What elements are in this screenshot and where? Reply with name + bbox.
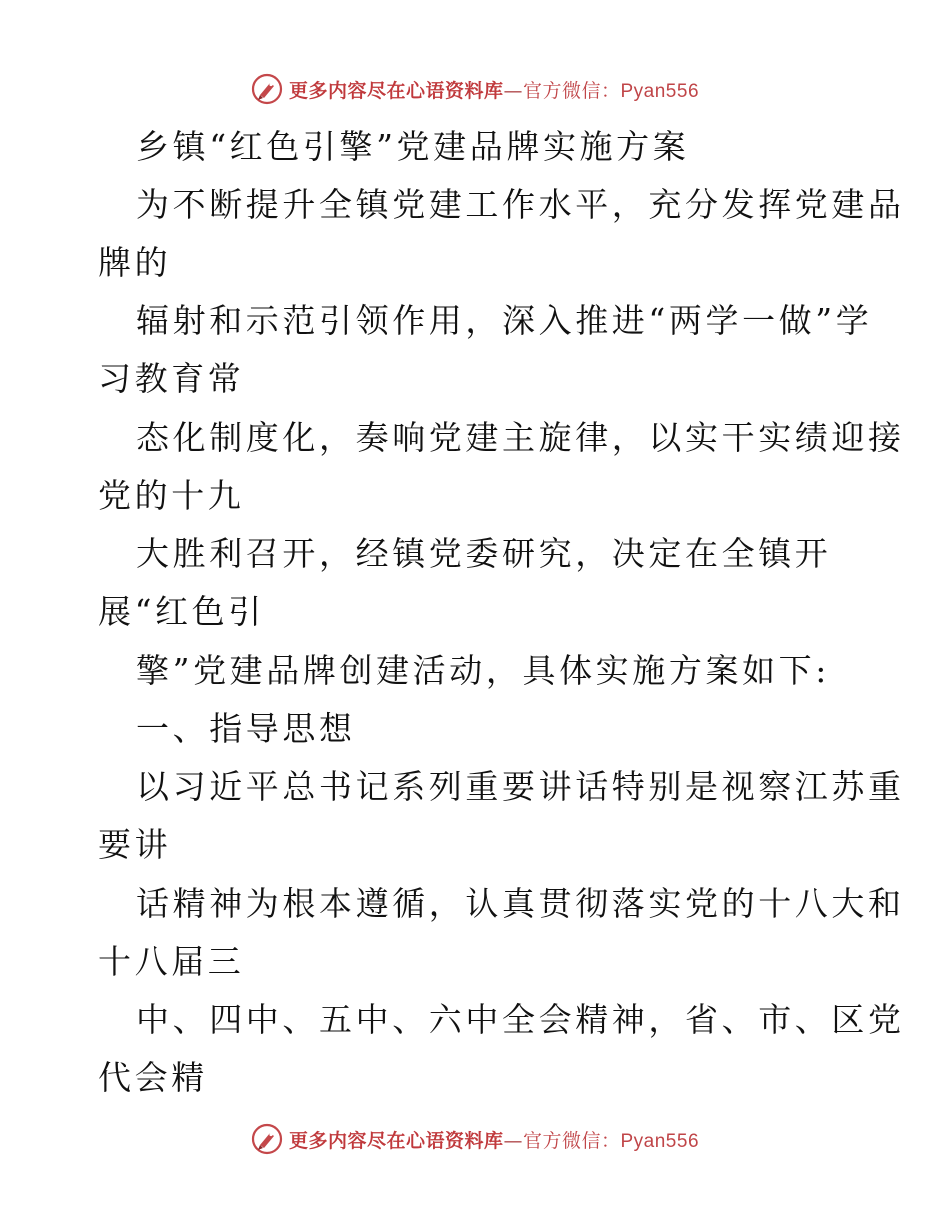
watermark-text bbox=[289, 1126, 699, 1153]
footer-watermark bbox=[0, 1121, 950, 1157]
pen-logo-icon bbox=[251, 1123, 283, 1155]
paragraph-line: 牌的 bbox=[98, 243, 172, 282]
header-watermark bbox=[0, 71, 950, 107]
section-heading: 一、指导思想 bbox=[136, 709, 356, 748]
paragraph-line: 代会精 bbox=[98, 1058, 208, 1097]
paragraph-line: 辐射和示范引领作用，深入推进“两学一做”学 bbox=[136, 301, 873, 340]
paragraph-line: 习教育常 bbox=[98, 359, 245, 398]
pen-logo-icon bbox=[251, 73, 283, 105]
paragraph-line: 擎”党建品牌创建活动，具体实施方案如下: bbox=[136, 651, 830, 690]
paragraph-line: 展“红色引 bbox=[98, 592, 265, 631]
paragraph-line: 态化制度化，奏响党建主旋律，以实干实绩迎接 bbox=[136, 418, 905, 457]
watermark-main: 更多内容尽在心语资料库 bbox=[288, 1129, 504, 1152]
watermark-wechat-label: 官方微信： bbox=[522, 79, 621, 102]
paragraph-line: 十八届三 bbox=[98, 942, 245, 981]
paragraph-line: 大胜利召开，经镇党委研究，决定在全镇开 bbox=[136, 534, 832, 573]
paragraph-line: 为不断提升全镇党建工作水平，充分发挥党建品 bbox=[136, 185, 905, 224]
watermark-wechat-id: Pyan556 bbox=[620, 80, 700, 102]
watermark-text bbox=[289, 76, 699, 103]
watermark-wechat-label: 官方微信： bbox=[522, 1129, 621, 1152]
watermark-dash: — bbox=[503, 79, 523, 102]
watermark-dash: — bbox=[503, 1129, 523, 1152]
watermark-main: 更多内容尽在心语资料库 bbox=[288, 79, 504, 102]
paragraph-line: 党的十九 bbox=[98, 476, 245, 515]
paragraph-line: 话精神为根本遵循，认真贯彻落实党的十八大和 bbox=[136, 884, 905, 923]
document-title: 乡镇“红色引擎”党建品牌实施方案 bbox=[136, 127, 690, 166]
paragraph-line: 要讲 bbox=[98, 825, 172, 864]
paragraph-line: 中、四中、五中、六中全会精神，省、市、区党 bbox=[136, 1000, 905, 1039]
watermark-wechat-id: Pyan556 bbox=[620, 1130, 700, 1152]
paragraph-line: 以习近平总书记系列重要讲话特别是视察江苏重 bbox=[136, 767, 905, 806]
